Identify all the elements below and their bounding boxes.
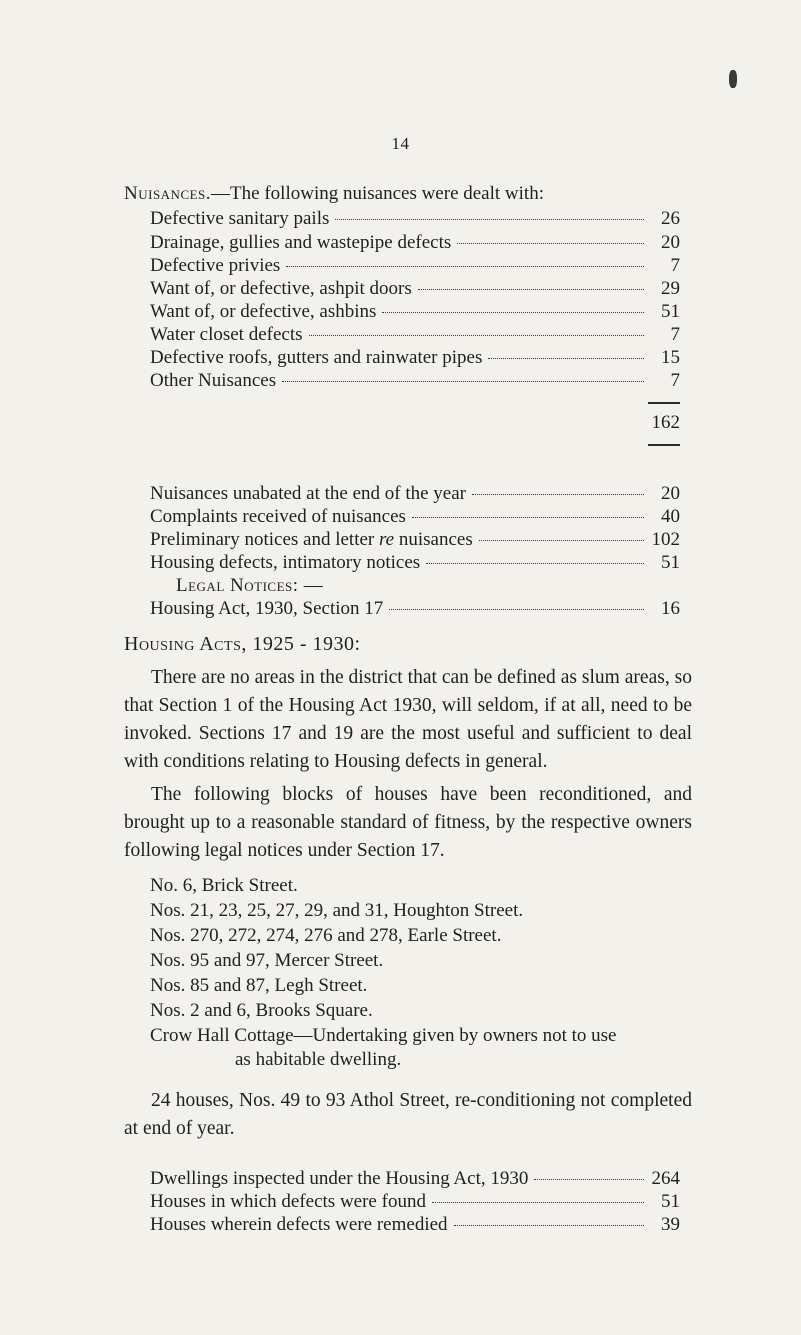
nuisances-heading: Nuisances. xyxy=(124,183,212,204)
paragraph: The following blocks of houses have been reconditioned, and brought up to a reasonable standard of fitness, by the respective owners following legal notices under Section 17. xyxy=(124,784,692,861)
total-rule-top xyxy=(648,402,680,404)
address-line: No. 6, Brick Street. xyxy=(150,875,298,896)
list-item: Preliminary notices and letter re nuisances 102 xyxy=(150,529,680,550)
list-item: Defective privies 7 xyxy=(150,255,680,276)
legal-notices-heading: Legal Notices: — xyxy=(176,575,324,596)
list-item: Drainage, gullies and wastepipe defects 20 xyxy=(150,232,680,253)
nuisances-total: 162 xyxy=(651,412,680,433)
list-item: Want of, or defective, ashbins 51 xyxy=(150,301,680,322)
paragraph: There are no areas in the district that can be defined as slum areas, so that Section 1 of the Housing Act 1930, will seldom, if at all, need to be invoked. Sections 17 and 19 are the most useful and sufficient to deal with conditions relating to Housing defects in general. xyxy=(124,667,692,772)
list-item: Complaints received of nuisances 40 xyxy=(150,506,680,527)
list-item: Defective roofs, gutters and rainwater pipes 15 xyxy=(150,347,680,368)
page-number: 14 xyxy=(391,134,410,153)
address-line: Crow Hall Cottage—Undertaking given by owners not to use xyxy=(150,1025,617,1046)
list-item: Housing defects, intimatory notices 51 xyxy=(150,552,680,573)
list-item: Other Nuisances 7 xyxy=(150,370,680,391)
list-item: Want of, or defective, ashpit doors 29 xyxy=(150,278,680,299)
address-line: Nos. 21, 23, 25, 27, 29, and 31, Houghton Street. xyxy=(150,900,524,921)
address-line: Nos. 95 and 97, Mercer Street. xyxy=(150,950,384,971)
housing-acts-heading: Housing Acts, 1925 - 1930: xyxy=(124,633,361,655)
nuisances-intro: —The following nuisances were dealt with: xyxy=(211,183,544,204)
address-line: Nos. 2 and 6, Brooks Square. xyxy=(150,1000,373,1021)
list-item: Nuisances unabated at the end of the year 20 xyxy=(150,483,680,504)
nuisances-heading-line xyxy=(124,183,544,205)
list-item: Houses wherein defects were remedied 39 xyxy=(150,1214,680,1235)
list-item: Housing Act, 1930, Section 17 16 xyxy=(150,598,680,619)
address-continuation: as habitable dwelling. xyxy=(235,1049,402,1070)
ink-mark xyxy=(729,70,737,88)
address-line: Nos. 270, 272, 274, 276 and 278, Earle Street. xyxy=(150,925,502,946)
list-item: Dwellings inspected under the Housing Act, 1930 264 xyxy=(150,1168,680,1189)
list-item: Houses in which defects were found 51 xyxy=(150,1191,680,1212)
list-item: Defective sanitary pails 26 xyxy=(150,208,680,229)
paragraph: 24 houses, Nos. 49 to 93 Athol Street, re-conditioning not completed at end of year. xyxy=(124,1090,692,1139)
address-line: Nos. 85 and 87, Legh Street. xyxy=(150,975,368,996)
total-rule-bottom xyxy=(648,444,680,446)
list-item: Water closet defects 7 xyxy=(150,324,680,345)
